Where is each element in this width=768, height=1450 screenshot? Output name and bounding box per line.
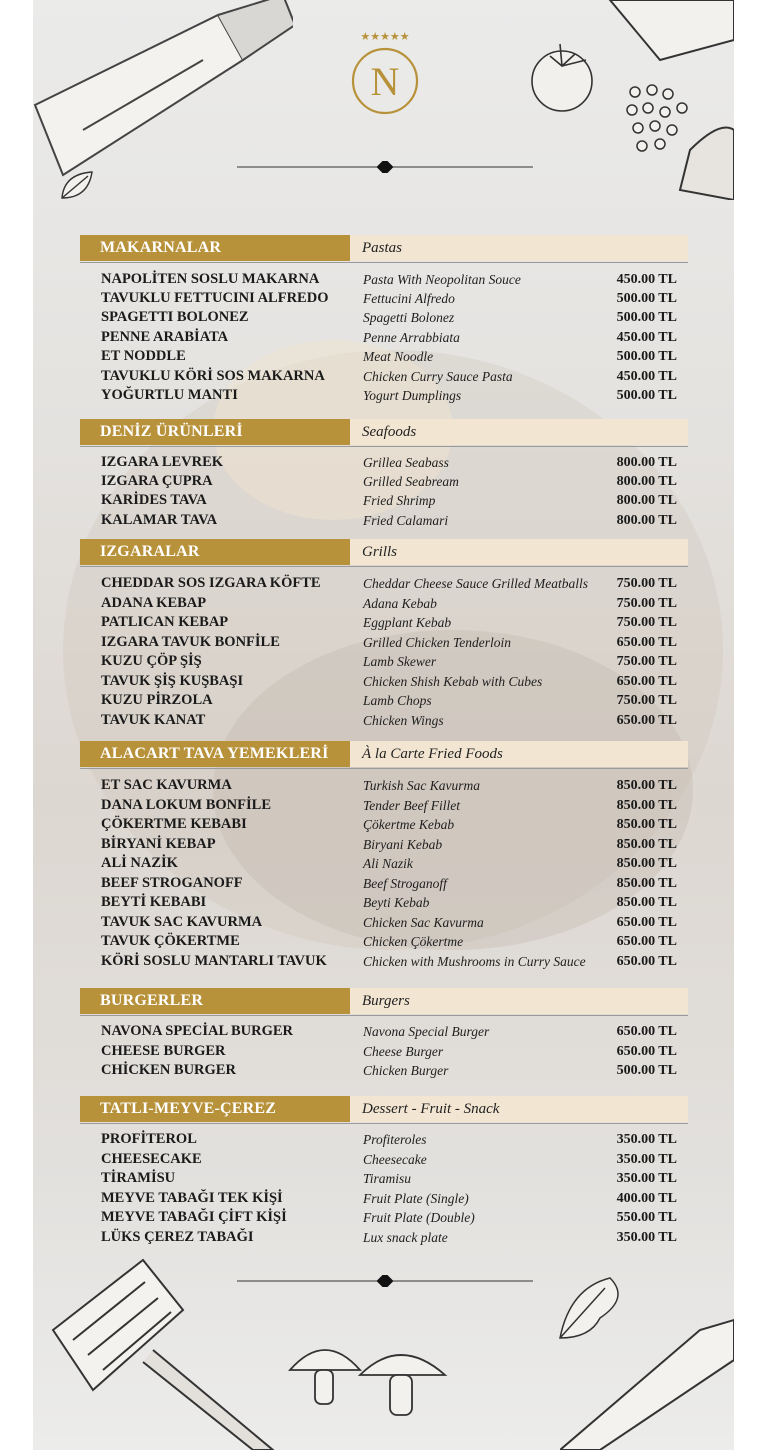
item-price: 500.00 TL [616, 349, 677, 364]
item-price: 650.00 TL [616, 1024, 677, 1039]
menu-item [0, 367, 768, 386]
menu-item [0, 815, 768, 834]
item-name-tr: TAVUK ÇÖKERTME [101, 933, 240, 949]
section-title: IZGARALAR [80, 539, 350, 565]
section-header-makarnalar [80, 235, 688, 261]
section-subtitle: Burgers [362, 993, 410, 1009]
item-name-tr: ÇÖKERTME KEBABI [101, 816, 247, 832]
item-price: 500.00 TL [616, 388, 677, 403]
menu-item [0, 1022, 768, 1041]
menu-item [0, 594, 768, 613]
item-price: 400.00 TL [616, 1191, 677, 1206]
menu-item [0, 1150, 768, 1169]
menu-item [0, 386, 768, 405]
item-name-tr: IZGARA LEVREK [101, 454, 224, 470]
section-underline [80, 768, 688, 769]
item-price: 850.00 TL [616, 895, 677, 910]
item-price: 450.00 TL [616, 330, 677, 345]
item-price: 850.00 TL [616, 876, 677, 891]
item-name-tr: IZGARA TAVUK BONFİLE [101, 634, 280, 650]
bottom-divider-ornament [237, 1275, 533, 1287]
item-name-en: Pasta With Neopolitan Souce [363, 272, 521, 287]
item-name-tr: BEYTİ KEBABI [101, 894, 207, 910]
svg-text:★★★★★: ★★★★★ [360, 30, 410, 43]
item-name-tr: NAPOLİTEN SOSLU MAKARNA [101, 271, 320, 287]
item-price: 800.00 TL [616, 513, 677, 528]
item-price: 750.00 TL [616, 576, 677, 591]
item-name-tr: TAVUKLU KÖRİ SOS MAKARNA [101, 368, 325, 384]
item-name-en: Turkish Sac Kavurma [363, 778, 481, 793]
item-name-tr: MEYVE TABAĞI TEK KİŞİ [101, 1190, 283, 1206]
item-name-en: Fried Shrimp [363, 493, 436, 508]
item-name-en: Adana Kebab [363, 596, 437, 611]
item-name-en: Chicken Shish Kebab with Cubes [363, 674, 543, 689]
item-name-tr: KARİDES TAVA [101, 492, 207, 508]
tomato-sketch-icon [520, 36, 610, 116]
item-price: 650.00 TL [616, 954, 677, 969]
item-price: 800.00 TL [616, 474, 677, 489]
item-price: 850.00 TL [616, 837, 677, 852]
item-price: 650.00 TL [616, 934, 677, 949]
item-name-en: Cheese Burger [363, 1044, 444, 1059]
menu-item [0, 270, 768, 289]
section-title: BURGERLER [80, 988, 350, 1014]
item-name-tr: BİRYANİ KEBAP [101, 836, 216, 852]
menu-item [0, 952, 768, 971]
menu-item [0, 1130, 768, 1149]
menu-item [0, 308, 768, 327]
item-name-tr: TAVUK KANAT [101, 712, 206, 728]
item-price: 850.00 TL [616, 817, 677, 832]
item-name-en: Beef Stroganoff [363, 876, 447, 891]
item-name-tr: LÜKS ÇEREZ TABAĞI [101, 1229, 254, 1245]
section-header-deniz-urunleri [80, 419, 688, 445]
item-name-tr: PROFİTEROL [101, 1131, 197, 1147]
menu-item [0, 1228, 768, 1247]
section-title: MAKARNALAR [80, 235, 350, 261]
item-name-en: Spagetti Bolonez [363, 310, 455, 325]
item-name-tr: CHİCKEN BURGER [101, 1062, 236, 1078]
item-name-tr: SPAGETTI BOLONEZ [101, 309, 249, 325]
item-price: 650.00 TL [616, 915, 677, 930]
logo-letter: N [370, 59, 400, 104]
menu-item [0, 1208, 768, 1227]
item-name-en: Eggplant Kebab [363, 615, 452, 630]
item-price: 650.00 TL [616, 1044, 677, 1059]
item-name-en: Tiramisu [363, 1171, 412, 1186]
menu-item [0, 347, 768, 366]
item-name-en: Chicken Çökertme [363, 934, 464, 949]
item-name-en: Grillea Seabass [363, 455, 449, 470]
item-name-en: Fried Calamari [363, 513, 449, 528]
item-price: 750.00 TL [616, 654, 677, 669]
menu-item [0, 472, 768, 491]
section-underline [80, 1123, 688, 1124]
menu-item [0, 1169, 768, 1188]
item-name-en: Grilled Seabream [363, 474, 459, 489]
item-name-en: Cheesecake [363, 1152, 427, 1167]
item-name-tr: NAVONA SPECİAL BURGER [101, 1023, 294, 1039]
item-name-en: Grilled Chicken Tenderloin [363, 635, 511, 650]
item-name-tr: IZGARA ÇUPRA [101, 473, 213, 489]
menu-item [0, 711, 768, 730]
item-name-en: Chicken Burger [363, 1063, 449, 1078]
item-name-tr: TİRAMİSU [101, 1170, 176, 1186]
item-price: 800.00 TL [616, 493, 677, 508]
item-name-tr: ET SAC KAVURMA [101, 777, 232, 793]
item-name-tr: MEYVE TABAĞI ÇİFT KİŞİ [101, 1209, 287, 1225]
item-name-en: Lamb Skewer [363, 654, 437, 669]
menu-item [0, 491, 768, 510]
menu-item [0, 893, 768, 912]
section-subtitle: Pastas [362, 240, 403, 256]
menu-item [0, 796, 768, 815]
item-name-tr: ADANA KEBAP [101, 595, 207, 611]
item-name-en: Fettucini Alfredo [363, 291, 455, 306]
item-price: 500.00 TL [616, 291, 677, 306]
menu-item [0, 633, 768, 652]
section-header-izgaralar [80, 539, 688, 565]
item-name-en: Lamb Chops [363, 693, 432, 708]
section-subtitle: À la Carte Fried Foods [362, 746, 503, 762]
section-header-burgerler [80, 988, 688, 1014]
menu-item [0, 932, 768, 951]
item-price: 650.00 TL [616, 713, 677, 728]
menu-item [0, 1189, 768, 1208]
menu-item [0, 691, 768, 710]
menu-item [0, 854, 768, 873]
item-name-tr: CHEDDAR SOS IZGARA KÖFTE [101, 575, 321, 591]
section-underline [80, 262, 688, 263]
section-title: DENİZ ÜRÜNLERİ [80, 419, 350, 445]
item-name-tr: KALAMAR TAVA [101, 512, 218, 528]
section-underline [80, 566, 688, 567]
item-name-tr: PATLICAN KEBAP [101, 614, 229, 630]
menu-item [0, 874, 768, 893]
item-price: 350.00 TL [616, 1171, 677, 1186]
knife-bottom-sketch-icon [560, 1300, 734, 1450]
item-name-tr: BEEF STROGANOFF [101, 875, 243, 891]
item-name-en: Chicken Wings [363, 713, 444, 728]
item-name-tr: CHEESE BURGER [101, 1043, 226, 1059]
item-name-en: Yogurt Dumplings [363, 388, 462, 403]
item-name-tr: ALİ NAZİK [101, 855, 178, 871]
menu-item [0, 574, 768, 593]
item-price: 850.00 TL [616, 856, 677, 871]
menu-item [0, 913, 768, 932]
item-name-tr: CHEESECAKE [101, 1151, 202, 1167]
section-title: ALACART TAVA YEMEKLERİ [80, 741, 350, 767]
section-subtitle: Dessert - Fruit - Snack [362, 1101, 500, 1117]
item-price: 850.00 TL [616, 798, 677, 813]
section-underline [80, 446, 688, 447]
item-name-en: Ali Nazik [363, 856, 413, 871]
item-name-en: Beyti Kebab [363, 895, 430, 910]
menu-item [0, 328, 768, 347]
item-name-tr: PENNE ARABİATA [101, 329, 229, 345]
item-price: 750.00 TL [616, 693, 677, 708]
item-price: 650.00 TL [616, 635, 677, 650]
top-divider-ornament [237, 161, 533, 173]
menu-item [0, 453, 768, 472]
menu-item [0, 652, 768, 671]
item-price: 800.00 TL [616, 455, 677, 470]
item-name-en: Chicken Curry Sauce Pasta [363, 369, 513, 384]
item-name-en: Çökertme Kebab [363, 817, 455, 832]
section-subtitle: Grills [362, 544, 398, 560]
peppercorns-sketch-icon [620, 80, 700, 160]
item-name-tr: KÖRİ SOSLU MANTARLI TAVUK [101, 953, 327, 969]
menu-item [0, 1061, 768, 1080]
item-name-tr: KUZU PİRZOLA [101, 692, 213, 708]
item-name-en: Cheddar Cheese Sauce Grilled Meatballs [363, 576, 588, 591]
item-name-en: Penne Arrabbiata [363, 330, 460, 345]
item-price: 750.00 TL [616, 615, 677, 630]
menu-item [0, 776, 768, 795]
item-price: 450.00 TL [616, 369, 677, 384]
item-price: 500.00 TL [616, 310, 677, 325]
item-price: 650.00 TL [616, 674, 677, 689]
section-title: TATLI-MEYVE-ÇEREZ [80, 1096, 350, 1122]
navona-logo-icon [348, 28, 422, 116]
item-price: 350.00 TL [616, 1152, 677, 1167]
section-header-alacart [80, 741, 688, 767]
item-name-en: Profiteroles [363, 1132, 427, 1147]
item-price: 850.00 TL [616, 778, 677, 793]
item-name-en: Biryani Kebab [363, 837, 443, 852]
item-name-tr: TAVUKLU FETTUCINI ALFREDO [101, 290, 329, 306]
section-header-tatli-meyve-cerez [80, 1096, 688, 1122]
item-name-tr: TAVUK ŞİŞ KUŞBAŞI [101, 673, 244, 689]
menu-item [0, 289, 768, 308]
item-price: 750.00 TL [616, 596, 677, 611]
menu-item [0, 1042, 768, 1061]
menu-item [0, 672, 768, 691]
item-name-en: Chicken with Mushrooms in Curry Sauce [363, 954, 586, 969]
item-name-en: Fruit Plate (Double) [363, 1210, 475, 1225]
item-price: 350.00 TL [616, 1132, 677, 1147]
item-name-en: Meat Noodle [363, 349, 434, 364]
item-price: 450.00 TL [616, 272, 677, 287]
leaf-sketch-icon [58, 168, 98, 204]
item-name-tr: YOĞURTLU MANTI [101, 387, 238, 403]
item-name-en: Lux snack plate [363, 1230, 448, 1245]
menu-item [0, 613, 768, 632]
section-subtitle: Seafoods [362, 424, 417, 440]
item-name-en: Fruit Plate (Single) [363, 1191, 469, 1206]
item-name-tr: ET NODDLE [101, 348, 186, 364]
item-price: 350.00 TL [616, 1230, 677, 1245]
item-name-tr: DANA LOKUM BONFİLE [101, 797, 271, 813]
item-name-en: Navona Special Burger [363, 1024, 490, 1039]
item-name-tr: KUZU ÇÖP ŞİŞ [101, 653, 202, 669]
item-name-en: Chicken Sac Kavurma [363, 915, 484, 930]
item-name-en: Tender Beef Fillet [363, 798, 460, 813]
menu-item [0, 511, 768, 530]
item-price: 500.00 TL [616, 1063, 677, 1078]
menu-item [0, 835, 768, 854]
section-underline [80, 1015, 688, 1016]
mushrooms-sketch-icon [285, 1330, 455, 1420]
item-name-tr: TAVUK SAC KAVURMA [101, 914, 263, 930]
item-price: 550.00 TL [616, 1210, 677, 1225]
